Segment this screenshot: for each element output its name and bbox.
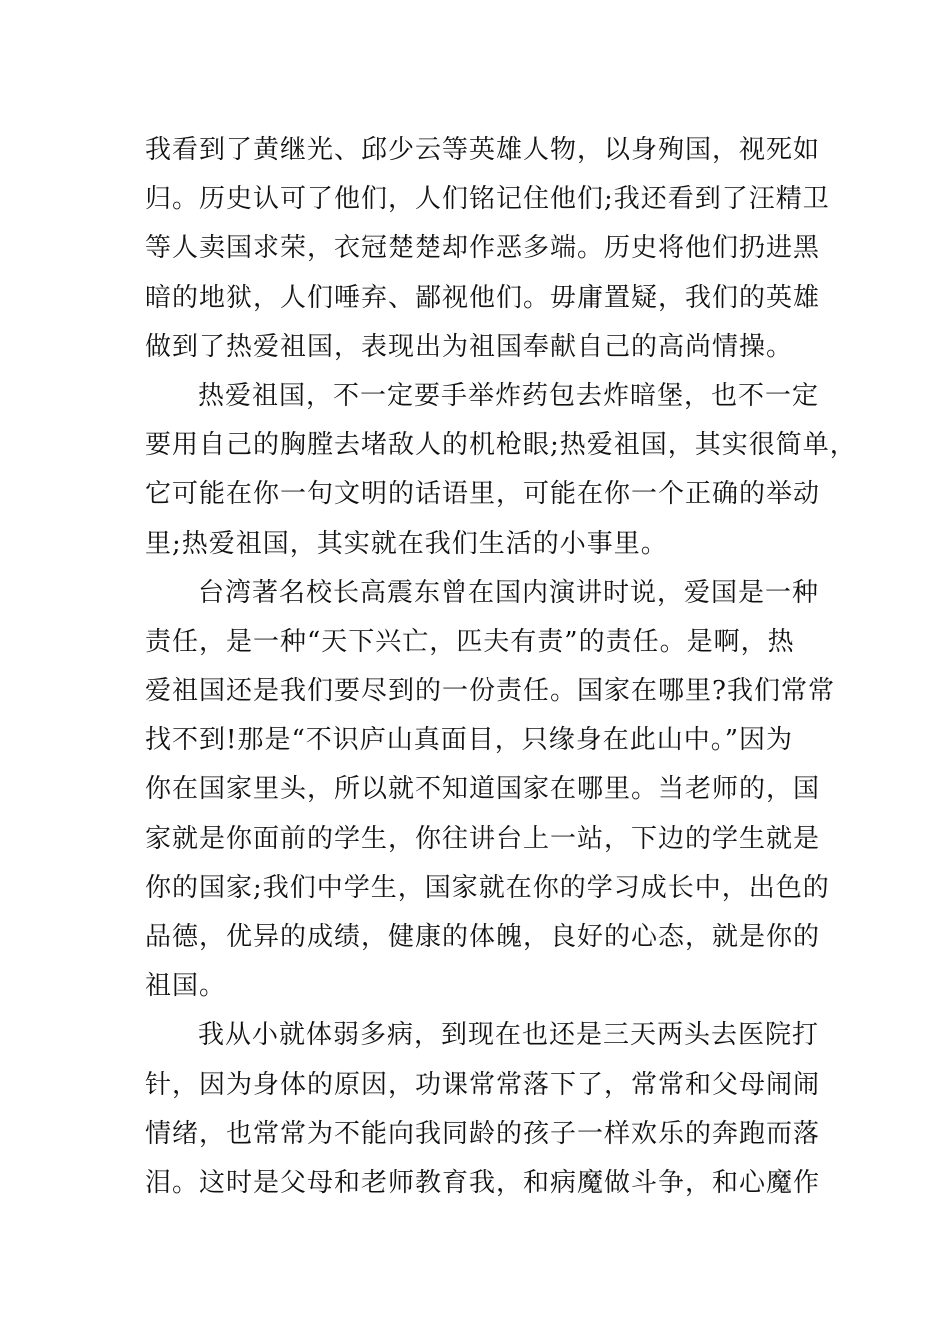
text-line: 爱祖国还是我们要尽到的一份责任。国家在哪里?我们常常 — [145, 676, 835, 707]
text-line: 里;热爱祖国，其实就在我们生活的小事里。 — [145, 528, 668, 559]
text-line: 情绪，也常常为不能向我同龄的孩子一样欢乐的奔跑而落 — [145, 1118, 821, 1149]
text-line: 责任，是一种“天下兴亡，匹夫有责”的责任。是啊，热 — [145, 626, 795, 657]
text-line: 等人卖国求荣，衣冠楚楚却作恶多端。历史将他们扔进黑 — [145, 233, 821, 264]
text-line: 做到了热爱祖国，表现出为祖国奉献自己的高尚情操。 — [145, 331, 794, 362]
text-line: 家就是你面前的学生，你往讲台上一站，下边的学生就是 — [145, 823, 821, 854]
text-line: 要用自己的胸膛去堵敌人的机枪眼;热爱祖国，其实很简单， — [145, 430, 857, 461]
text-line: 泪。这时是父母和老师教育我，和病魔做斗争，和心魔作 — [145, 1167, 821, 1198]
text-line: 祖国。 — [145, 971, 227, 1002]
text-line: 找不到!那是“不识庐山真面目，只缘身在此山中。”因为 — [145, 725, 794, 756]
text-line: 暗的地狱，人们唾弃、鄙视他们。毋庸置疑，我们的英雄 — [145, 282, 821, 313]
text-line: 它可能在你一句文明的话语里，可能在你一个正确的举动 — [145, 479, 821, 510]
text-line: 归。历史认可了他们，人们铭记住他们;我还看到了汪精卫 — [145, 184, 830, 215]
text-line: 品德，优异的成绩，健康的体魄，良好的心态，就是你的 — [145, 922, 821, 952]
text-line: 你在国家里头，所以就不知道国家在哪里。当老师的，国 — [145, 774, 821, 805]
body-text — [145, 126, 857, 1208]
text-line: 你的国家;我们中学生，国家就在你的学习成长中，出色的 — [145, 872, 830, 903]
paragraph-start-line: 热爱祖国，不一定要手举炸药包去炸暗堡，也不一定 — [198, 380, 820, 411]
paragraph-start-line: 我从小就体弱多病，到现在也还是三天两头去医院打 — [198, 1020, 820, 1051]
text-line: 针，因为身体的原因，功课常常落下了，常常和父母闹闹 — [145, 1069, 821, 1100]
paragraph-start-line: 台湾著名校长高震东曾在国内演讲时说，爱国是一种 — [198, 577, 820, 608]
text-line: 我看到了黄继光、邱少云等英雄人物，以身殉国，视死如 — [145, 135, 821, 165]
